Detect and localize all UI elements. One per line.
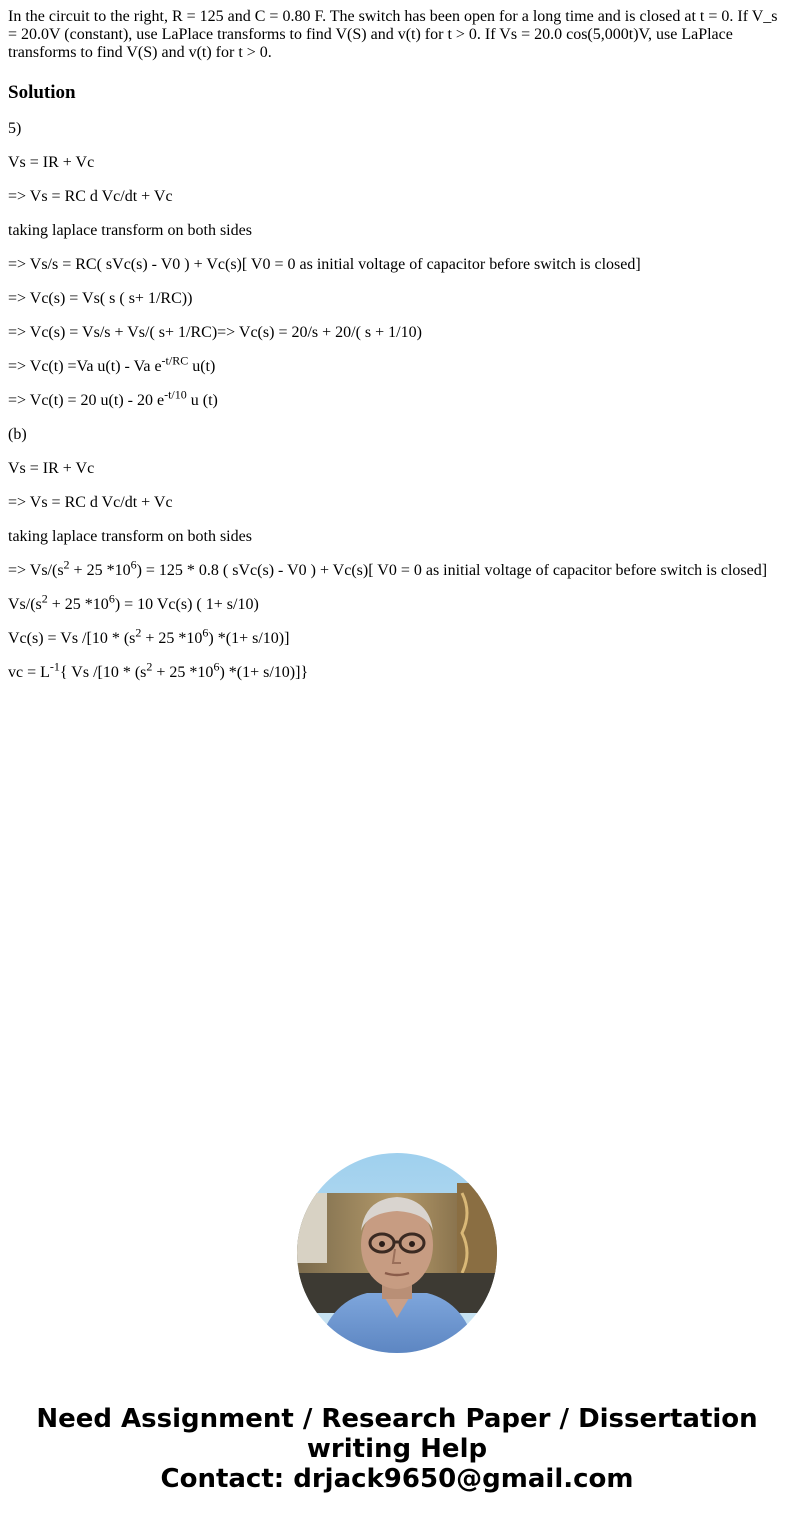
solution-line-laplace-eq: => Vs/s = RC( sVc(s) - V0 ) + Vc(s)[ V0 = 0 as initial voltage of capacitor before switch is closed] — [8, 256, 641, 273]
promo-banner — [0, 1404, 794, 1494]
solution-line-laplace-note-b: taking laplace transform on both sides — [8, 528, 252, 545]
solution-line-vct-numeric — [8, 387, 786, 410]
exponent: 6 — [130, 557, 137, 572]
exponent: 6 — [108, 591, 115, 606]
solution-line-kvl-b: Vs = IR + Vc — [8, 460, 95, 477]
avatar-portrait — [297, 1153, 497, 1353]
equation-text: => Vc(t) =Va u(t) - Va e — [8, 358, 162, 375]
equation-text: vc = L — [8, 664, 50, 681]
solution-line-vcs: => Vc(s) = Vs( s ( s+ 1/RC)) — [8, 290, 193, 307]
exponent: 2 — [146, 659, 153, 674]
equation-text: u (t) — [186, 392, 218, 409]
question-text: In the circuit to the right, R = 125 and C = 0.80 F. The switch has been open for a long time and is closed at t = 0. If V_s = 20.0V (constant), use LaPlace transforms to find V(S) and v(t) for t > 0. If Vs = 20.0 cos(5,000t)V, use LaPlace transforms to find V(S) and v(t) for t > 0. — [8, 8, 778, 61]
equation-text: + 25 *10 — [69, 562, 131, 579]
solution-line-inverse-laplace-b — [8, 659, 786, 682]
equation-text: { Vs /[10 * (s — [59, 664, 147, 681]
solution-line-part-label: 5) — [8, 120, 22, 137]
tutor-avatar — [297, 1153, 497, 1353]
exponent: 6 — [202, 625, 209, 640]
solution-line-laplace-eq-b — [8, 557, 786, 580]
exponent: -t/RC — [161, 353, 189, 368]
equation-text: + 25 *10 — [141, 630, 203, 647]
equation-text: ) = 10 Vc(s) ( 1+ s/10) — [114, 596, 259, 613]
document-content — [8, 8, 786, 682]
equation-text: u(t) — [188, 358, 216, 375]
solution-line-vcs-b — [8, 625, 786, 648]
solution-line-simplified-b — [8, 591, 786, 614]
solution-line-partial-fraction: => Vc(s) = Vs/s + Vs/( s+ 1/RC)=> Vc(s) = 20/s + 20/( s + 1/10) — [8, 324, 422, 341]
equation-text: ) = 125 * 0.8 ( sVc(s) - V0 ) + Vc(s)[ V0 = 0 as initial voltage of capacitor before switch is closed] — [136, 562, 768, 579]
equation-text: => Vs/(s — [8, 562, 64, 579]
promo-contact: Contact: drjack9650@gmail.com — [160, 1464, 634, 1494]
exponent: -1 — [49, 659, 60, 674]
solution-heading: Solution — [8, 82, 76, 103]
equation-text: Vs/(s — [8, 596, 42, 613]
exponent: 6 — [213, 659, 220, 674]
equation-text: => Vc(t) = 20 u(t) - 20 e — [8, 392, 165, 409]
exponent: 2 — [63, 557, 70, 572]
solution-line-vct-general — [8, 353, 786, 376]
solution-line-differential: => Vs = RC d Vc/dt + Vc — [8, 188, 173, 205]
equation-text: + 25 *10 — [152, 664, 214, 681]
exponent: 2 — [135, 625, 142, 640]
exponent: -t/10 — [164, 387, 187, 402]
solution-line-kvl: Vs = IR + Vc — [8, 154, 95, 171]
promo-line: writing Help — [306, 1434, 488, 1464]
equation-text: Vc(s) = Vs /[10 * (s — [8, 630, 136, 647]
equation-text: ) *(1+ s/10)]} — [219, 664, 309, 681]
solution-line-differential-b: => Vs = RC d Vc/dt + Vc — [8, 494, 173, 511]
solution-line-laplace-note: taking laplace transform on both sides — [8, 222, 252, 239]
promo-line: Need Assignment / Research Paper / Dissertation — [36, 1404, 758, 1434]
exponent: 2 — [41, 591, 48, 606]
equation-text: ) *(1+ s/10)] — [208, 630, 290, 647]
equation-text: + 25 *10 — [47, 596, 109, 613]
solution-line-part-b-label: (b) — [8, 426, 27, 443]
